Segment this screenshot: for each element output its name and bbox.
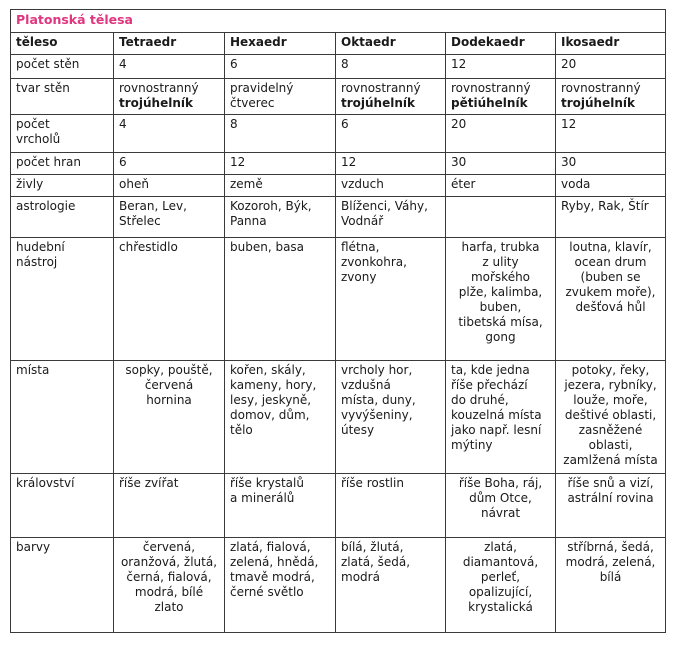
- cell-line: říše rostlin: [341, 476, 404, 490]
- row-label: [11, 115, 114, 153]
- table-cell: [556, 238, 666, 361]
- row-label: tvar stěn: [11, 79, 114, 115]
- cell-line: krystalická: [468, 600, 533, 614]
- row-label: [11, 238, 114, 361]
- table-cell: [114, 361, 225, 474]
- cell-line: vzdušná: [341, 378, 391, 392]
- cell-line: modrá: [341, 570, 380, 584]
- cell-line: perleť,: [480, 570, 521, 584]
- cell-line: mýtiny: [451, 438, 493, 452]
- table-cell: země: [225, 175, 336, 197]
- table-cell: 12: [336, 153, 446, 175]
- cell-line: buben, basa: [230, 240, 305, 254]
- cell-line: zasněžené: [578, 423, 643, 437]
- table-cell: [225, 474, 336, 538]
- row-label: království: [11, 474, 114, 538]
- cell-line: místa, duny,: [341, 393, 416, 407]
- table-cell: [114, 197, 225, 238]
- cell-line: rovnostranný: [451, 81, 531, 95]
- table-cell: [114, 474, 225, 538]
- table-row: [11, 538, 666, 633]
- cell-line: Beran, Lev,: [119, 199, 187, 213]
- table-row: [11, 474, 666, 538]
- table-cell: [225, 197, 336, 238]
- table-title: Platonská tělesa: [11, 10, 666, 33]
- table-cell: 20: [446, 115, 556, 153]
- cell-line: diamantová,: [462, 555, 539, 569]
- cell-line-bold: pětiúhelník: [451, 96, 528, 110]
- table-cell-empty: [446, 197, 556, 238]
- cell-line: červená: [144, 378, 194, 392]
- cell-line: tělo: [230, 423, 253, 437]
- table-cell: 6: [225, 55, 336, 79]
- header-cell-icosahedron: Ikosaedr: [556, 33, 666, 55]
- cell-line: louže, moře,: [573, 393, 648, 407]
- cell-line: mořského: [470, 270, 531, 284]
- table-cell: [336, 197, 446, 238]
- cell-line: bílá: [599, 570, 622, 584]
- cell-line-bold: trojúhelník: [119, 96, 193, 110]
- cell-line: dům Otce,: [469, 491, 532, 505]
- cell-line: potoky, řeky,: [571, 363, 650, 377]
- table-cell: [446, 361, 556, 474]
- table-row: [11, 115, 666, 153]
- cell-line: útesy: [341, 423, 375, 437]
- table-cell: [446, 79, 556, 115]
- table-cell: voda: [556, 175, 666, 197]
- header-cell-tetrahedron: Tetraedr: [114, 33, 225, 55]
- cell-line: a minerálů: [230, 491, 295, 505]
- table-cell: 30: [446, 153, 556, 175]
- table-cell: [446, 238, 556, 361]
- cell-line: zlatá,: [484, 540, 517, 554]
- row-label-line: počet: [16, 117, 50, 131]
- cell-line: sopky, pouště,: [125, 363, 213, 377]
- table-cell: oheň: [114, 175, 225, 197]
- cell-line: astrální rovina: [567, 491, 654, 505]
- row-label: živly: [11, 175, 114, 197]
- table-title-row: [11, 10, 666, 33]
- cell-line: dešťová hůl: [575, 300, 646, 314]
- cell-line: návrat: [480, 506, 521, 520]
- cell-line: Střelec: [119, 214, 161, 228]
- cell-line-bold: trojúhelník: [341, 96, 415, 110]
- cell-line: zamlžená místa: [563, 453, 658, 467]
- table-cell: [556, 197, 666, 238]
- row-label: místa: [11, 361, 114, 474]
- cell-line: z ulity: [482, 255, 519, 269]
- cell-line: Panna: [230, 214, 267, 228]
- cell-line: gong: [485, 330, 516, 344]
- row-label-line: vrcholů: [16, 132, 61, 146]
- table-cell: [446, 474, 556, 538]
- cell-line: rovnostranný: [341, 81, 421, 95]
- row-label-line: hudební: [16, 240, 65, 254]
- header-cell-solid: těleso: [11, 33, 114, 55]
- table-row: [11, 197, 666, 238]
- table-cell: [446, 538, 556, 633]
- table-cell: 8: [336, 55, 446, 79]
- cell-line: zlatá, fialová,: [230, 540, 311, 554]
- cell-line: zvonkohra,: [341, 255, 407, 269]
- row-label: počet hran: [11, 153, 114, 175]
- cell-line: černá, fialová,: [126, 570, 212, 584]
- platonic-solids-table: [10, 9, 666, 633]
- table-cell: [556, 79, 666, 115]
- cell-line: stříbrná, šedá,: [567, 540, 654, 554]
- cell-line: rovnostranný: [119, 81, 199, 95]
- table-cell: [336, 361, 446, 474]
- cell-line: zvukem moře),: [565, 285, 656, 299]
- table-header-row: [11, 33, 666, 55]
- cell-line: říše přechází: [451, 378, 528, 392]
- table-row: [11, 175, 666, 197]
- cell-line: zlatá, šedá,: [341, 555, 411, 569]
- table-cell: [114, 79, 225, 115]
- cell-line: Vodnář: [341, 214, 384, 228]
- cell-line: modrá, bílé: [134, 585, 204, 599]
- table-cell: [336, 79, 446, 115]
- cell-line: zvony: [341, 270, 377, 284]
- table-cell: vzduch: [336, 175, 446, 197]
- row-label: astrologie: [11, 197, 114, 238]
- cell-line: opalizující,: [468, 585, 533, 599]
- cell-line: říše krystalů: [230, 476, 304, 490]
- table-cell: 12: [446, 55, 556, 79]
- cell-line: ta, kde jedna: [451, 363, 530, 377]
- cell-line: pravidelný: [230, 81, 294, 95]
- cell-line: kouzelná místa: [451, 408, 542, 422]
- cell-line: domov, dům,: [230, 408, 310, 422]
- table-row: [11, 238, 666, 361]
- table-cell: 4: [114, 115, 225, 153]
- cell-line: oranžová, žlutá,: [120, 555, 218, 569]
- cell-line: jako např. lesní: [451, 423, 542, 437]
- row-label-line: nástroj: [16, 255, 58, 269]
- table-cell: 4: [114, 55, 225, 79]
- table-cell: éter: [446, 175, 556, 197]
- table-cell: [336, 538, 446, 633]
- table-cell: [336, 474, 446, 538]
- header-cell-hexahedron: Hexaedr: [225, 33, 336, 55]
- cell-line: vyvýšeniny,: [341, 408, 413, 422]
- table-cell: 20: [556, 55, 666, 79]
- table-cell: 30: [556, 153, 666, 175]
- cell-line: kořen, skály,: [230, 363, 306, 377]
- cell-line: rovnostranný: [561, 81, 641, 95]
- row-label: barvy: [11, 538, 114, 633]
- cell-line: říše zvířat: [119, 476, 179, 490]
- cell-line-bold: trojúhelník: [561, 96, 635, 110]
- cell-line: kameny, hory,: [230, 378, 317, 392]
- table-cell: [556, 361, 666, 474]
- cell-line: buben,: [479, 300, 522, 314]
- table-cell: [225, 79, 336, 115]
- cell-line: deštivé oblasti,: [564, 408, 657, 422]
- table-cell: 8: [225, 115, 336, 153]
- table-cell: [114, 538, 225, 633]
- cell-line: loutna, klavír,: [569, 240, 652, 254]
- cell-line: Blíženci, Váhy,: [341, 199, 428, 213]
- cell-line: Kozoroh, Býk,: [230, 199, 312, 213]
- cell-line: chřestidlo: [119, 240, 178, 254]
- cell-line: tmavě modrá,: [230, 570, 315, 584]
- cell-line: jezera, rybníky,: [564, 378, 657, 392]
- cell-line: bílá, žlutá,: [341, 540, 404, 554]
- cell-line: modrá, zelená,: [565, 555, 656, 569]
- cell-line: Ryby, Rak, Štír: [561, 199, 649, 213]
- cell-line: harfa, trubka: [461, 240, 540, 254]
- table-row: [11, 153, 666, 175]
- table-row: [11, 55, 666, 79]
- cell-line: oblasti,: [588, 438, 633, 452]
- cell-line: flétna,: [341, 240, 380, 254]
- table-cell: 6: [336, 115, 446, 153]
- cell-line: vrcholy hor,: [341, 363, 413, 377]
- cell-line: do druhé,: [451, 393, 509, 407]
- cell-line: zlato: [154, 600, 184, 614]
- table-row: [11, 361, 666, 474]
- table-cell: 12: [556, 115, 666, 153]
- header-cell-dodecahedron: Dodekaedr: [446, 33, 556, 55]
- table-cell: [225, 238, 336, 361]
- table-cell: [556, 474, 666, 538]
- cell-line: říše snů a vizí,: [567, 476, 654, 490]
- row-label: počet stěn: [11, 55, 114, 79]
- table-row: [11, 79, 666, 115]
- table-cell: 6: [114, 153, 225, 175]
- cell-line: lesy, jeskyně,: [230, 393, 312, 407]
- table-cell: [225, 361, 336, 474]
- cell-line: zelená, hnědá,: [230, 555, 319, 569]
- table-cell: [225, 538, 336, 633]
- table-cell: [336, 238, 446, 361]
- cell-line: tibetská mísa,: [458, 315, 543, 329]
- table-cell: [114, 238, 225, 361]
- cell-line: červená,: [142, 540, 196, 554]
- cell-line: říše Boha, ráj,: [458, 476, 543, 490]
- cell-line: čtverec: [230, 96, 275, 110]
- cell-line: černé světlo: [230, 585, 304, 599]
- cell-line: plže, kalimba,: [458, 285, 543, 299]
- table-cell: [556, 538, 666, 633]
- table-cell: 12: [225, 153, 336, 175]
- header-cell-octahedron: Oktaedr: [336, 33, 446, 55]
- cell-line: ocean drum: [574, 255, 647, 269]
- cell-line: (buben se: [580, 270, 641, 284]
- cell-line: hornina: [146, 393, 192, 407]
